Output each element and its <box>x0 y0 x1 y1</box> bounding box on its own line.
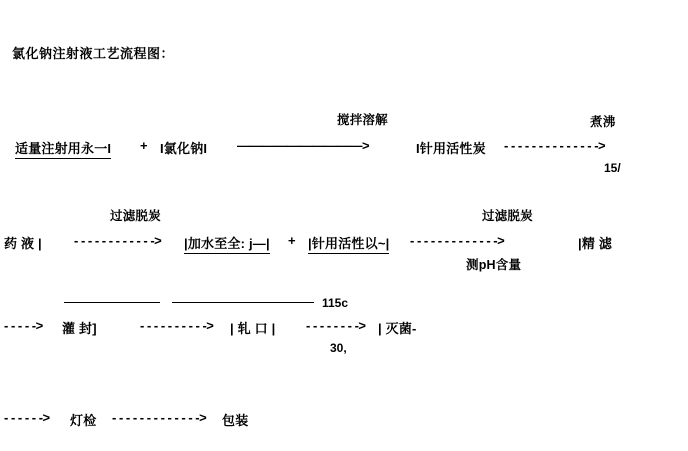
node-liquid-medicine: 药 液 | <box>4 236 42 251</box>
overline-filling <box>64 302 160 303</box>
label-sterilize-time: 30, <box>330 341 347 355</box>
plus-sign-2: + <box>288 233 296 248</box>
node-activated-carbon: I针用活性炭 <box>416 141 486 156</box>
label-stir-dissolve: 搅拌溶解 <box>337 113 388 127</box>
arrow-to-filling: - - - - -> <box>4 318 43 333</box>
node-lamp-inspection: 灯检 <box>70 413 97 428</box>
overline-rolling <box>172 302 314 303</box>
plus-sign-1: + <box>140 138 148 153</box>
arrow-to-sterilize: - - - - - - - -> <box>306 318 366 333</box>
node-packaging: 包装 <box>222 413 249 428</box>
arrow-filter-2: - - - - - - - - - - - - -> <box>410 233 505 248</box>
arrow-boil: - - - - - - - - - - - - - -> <box>504 138 606 153</box>
node-injection-water: 适量注射用永一I <box>15 138 111 159</box>
node-sodium-chloride: I氯化钠I <box>160 141 208 156</box>
label-measure-ph: 测pH含量 <box>466 258 522 272</box>
node-sterilize: | 灭菌- <box>378 321 417 336</box>
arrow-filter-1: - - - - - - - - - - - -> <box>74 233 162 248</box>
label-filter-decarbon-2: 过滤脱炭 <box>482 209 533 223</box>
node-add-water-full: |加水至全: j—| <box>184 233 270 254</box>
arrow-to-rolling: - - - - - - - - - -> <box>140 318 214 333</box>
label-filter-decarbon-1: 过滤脱炭 <box>110 209 161 223</box>
arrow-to-packaging: - - - - - - - - - - - - -> <box>112 410 207 425</box>
flowchart-title: 氯化钠注射液工艺流程图： <box>12 46 175 61</box>
label-boil: 煮沸 <box>590 115 616 129</box>
node-rolling-mouth: | 轧 口 | <box>230 321 276 336</box>
label-sterilize-temp: 115c <box>322 296 349 310</box>
node-filling-sealing: 灌 封] <box>62 321 97 336</box>
label-boil-time: 15/ <box>604 161 621 175</box>
node-needle-carbon: |针用活性以~| <box>308 233 389 254</box>
arrow-stir-dissolve: ——————————> <box>237 138 370 153</box>
arrow-to-lamp-inspection: - - - - - -> <box>4 410 50 425</box>
node-fine-filter: |精 滤 <box>578 236 613 251</box>
